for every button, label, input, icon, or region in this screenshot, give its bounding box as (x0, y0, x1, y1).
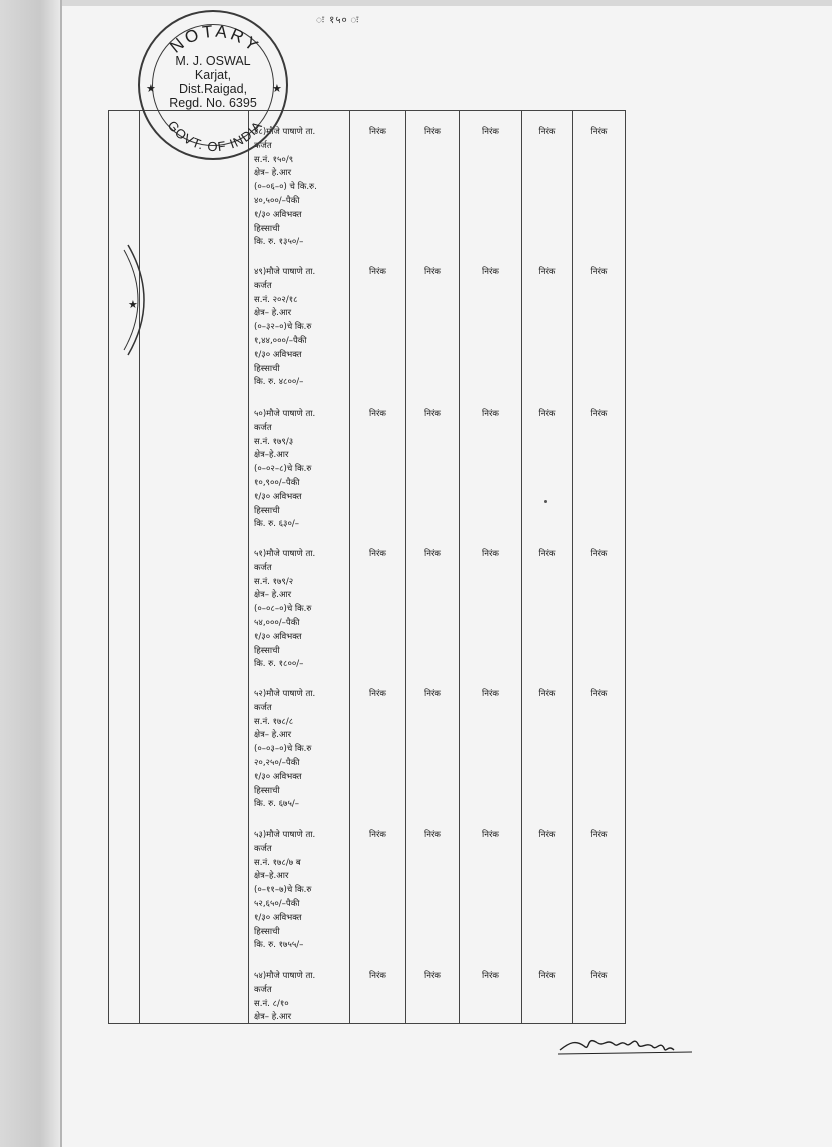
property-entry-line: १/३० अविभक्त (254, 349, 302, 360)
property-entry-line: कर्जत (254, 702, 272, 713)
notary-name: M. J. OSWAL (175, 54, 251, 68)
nil-value: निरंक (538, 409, 556, 419)
notary-stamp-bottom-text: GOVT. OF INDIA (164, 117, 266, 155)
property-entry-line: स.नं. १७८/८ (254, 716, 294, 727)
property-entry-line: स.नं. १७८/७ ब (254, 857, 301, 868)
nil-value: निरंक (538, 127, 556, 137)
property-entry-line: स.नं. १७९/३ (254, 436, 294, 447)
nil-value: निरंक (424, 689, 441, 699)
property-entry-line: क्षेत्र– हे.आर (254, 168, 292, 179)
property-entry-line: हिस्साची (254, 785, 280, 796)
property-entry-line: हिस्साची (254, 223, 280, 234)
nil-value: निरंक (482, 127, 499, 137)
property-entry-line: हिस्साची (254, 926, 280, 937)
nil-column-5 (573, 111, 626, 1024)
binding-edge (60, 0, 62, 1147)
star-icon: ★ (128, 298, 138, 311)
property-entry-line: क्षेत्र– हे.आर (254, 1012, 292, 1023)
page-number: ः १५० ः (316, 15, 360, 26)
property-entry (254, 970, 349, 1025)
nil-column-4 (522, 111, 573, 1024)
property-entry-line: हिस्साची (254, 505, 280, 516)
property-entry-line: कर्जत (254, 562, 272, 573)
property-entry-line: ५४,०००/–पैकी (254, 617, 300, 628)
scan-speck (544, 500, 547, 503)
nil-value: निरंक (590, 267, 608, 277)
nil-value: निरंक (369, 267, 386, 277)
nil-value: निरंक (590, 830, 608, 840)
property-entry-line: ५०)मौजे पाषाणे ता. (254, 409, 316, 419)
property-entry-line: (०–०८–०)चे कि.रु (254, 604, 312, 615)
nil-value: निरंक (424, 267, 441, 277)
nil-value: निरंक (424, 127, 441, 137)
nil-value: निरंक (424, 409, 441, 419)
property-entry-line: ५४)मौजे पाषाणे ता. (254, 971, 316, 981)
property-entry-line: ५३)मौजे पाषाणे ता. (254, 830, 316, 840)
nil-column-2 (406, 111, 460, 1024)
signature (556, 1030, 696, 1060)
nil-value: निरंक (590, 689, 608, 699)
nil-value: निरंक (538, 971, 556, 981)
property-entry-line: कर्जत (254, 984, 272, 995)
property-entry-line: क्षेत्र–हे.आर (254, 450, 289, 461)
property-entry-line: कि. रु. १७५५/– (254, 940, 304, 951)
property-entry-line: क्षेत्र– हे.आर (254, 308, 292, 319)
property-entry-line: कर्जत (254, 422, 272, 433)
nil-value: निरंक (538, 689, 556, 699)
property-entry-line: ४०,५००/–पैकी (254, 195, 300, 206)
property-entry-line: १/३० अविभक्त (254, 631, 302, 642)
property-entry-line: स.नं. ८/१० (254, 998, 289, 1009)
nil-value: निरंक (590, 127, 608, 137)
nil-value: निरंक (482, 267, 499, 277)
property-entry-line: कि. रु. १८००/– (254, 659, 304, 670)
property-entry-line: कर्जत (254, 843, 272, 854)
nil-column-1 (350, 111, 406, 1024)
property-entry (254, 408, 349, 532)
property-entry-line: क्षेत्र– हे.आर (254, 590, 292, 601)
partial-stamp-arc (118, 240, 158, 360)
property-entry-line: कि. रु. १३५०/– (254, 237, 304, 248)
property-entry-line: कर्जत (254, 140, 272, 151)
nil-value: निरंक (482, 971, 499, 981)
property-entry-line: १/३० अविभक्त (254, 491, 302, 502)
notary-stamp (138, 10, 288, 160)
property-entry-line: स.नं. २०२/१८ (254, 294, 298, 305)
nil-value: निरंक (482, 409, 499, 419)
property-entry-line: ५२,६५०/–पैकी (254, 898, 300, 909)
notary-town: Karjat, (194, 68, 232, 82)
nil-value: निरंक (369, 830, 386, 840)
property-entry-line: कि. रु. ६३०/– (254, 519, 299, 530)
nil-value: निरंक (482, 549, 499, 559)
property-entry-line: स.नं. १५०/९ (254, 154, 294, 165)
nil-value: निरंक (482, 830, 499, 840)
star-icon: ★ (146, 82, 156, 95)
nil-value: निरंक (424, 971, 441, 981)
property-entry-line: १/३० अविभक्त (254, 912, 302, 923)
property-entry-line: (०–०३–०)चे कि.रु (254, 744, 312, 755)
property-entry-line: स.नं. १७९/२ (254, 576, 294, 587)
property-entry-line: ५२)मौजे पाषाणे ता. (254, 689, 316, 699)
nil-value: निरंक (482, 689, 499, 699)
binding-shadow (0, 0, 62, 1147)
property-entry-line: १/३० अविभक्त (254, 771, 302, 782)
property-entry-line: १/३० अविभक्त (254, 209, 302, 220)
property-entry-line: हिस्साची (254, 645, 280, 656)
property-entry (254, 688, 349, 812)
property-entry-line: (०–११–७)चे कि.रु (254, 885, 312, 896)
property-entry-line: क्षेत्र–हे.आर (254, 871, 289, 882)
nil-column-3 (460, 111, 522, 1024)
nil-value: निरंक (538, 830, 556, 840)
property-entry-line: १०,९००/–पैकी (254, 477, 300, 488)
nil-value: निरंक (369, 689, 386, 699)
property-entry-line: २०,२५०/–पैकी (254, 757, 300, 768)
table-row (109, 111, 626, 1024)
property-entry-line: (०–०२–८)चे कि.रु (254, 464, 312, 475)
nil-value: निरंक (424, 830, 441, 840)
property-description-column (249, 111, 350, 1024)
property-entry-line: ४९)मौजे पाषाणे ता. (254, 267, 316, 277)
scan-top-band (62, 0, 832, 6)
property-entry-line: (०–३२–०)चे कि.रु (254, 322, 312, 333)
nil-value: निरंक (590, 971, 608, 981)
property-entry-line: ५१)मौजे पाषाणे ता. (254, 549, 316, 559)
nil-value: निरंक (538, 267, 556, 277)
property-entry (254, 829, 349, 953)
property-entry-line: १,४४,०००/–पैकी (254, 335, 307, 346)
property-entry-line: ४८)मौजे पाषाणे ता. (254, 127, 316, 137)
nil-value: निरंक (369, 409, 386, 419)
nil-value: निरंक (538, 549, 556, 559)
nil-value: निरंक (369, 549, 386, 559)
property-entry-line: कि. रु. ६७५/– (254, 799, 299, 810)
nil-value: निरंक (590, 549, 608, 559)
nil-value: निरंक (369, 971, 386, 981)
notary-district: Dist.Raigad, (178, 82, 248, 96)
property-entry-line: कर्जत (254, 280, 272, 291)
nil-value: निरंक (369, 127, 386, 137)
property-entry-line: (०–०६–०) चे कि.रु. (254, 182, 317, 193)
nil-value: निरंक (590, 409, 608, 419)
property-entry-line: क्षेत्र– हे.आर (254, 730, 292, 741)
property-entry (254, 548, 349, 672)
property-entry-line: कि. रु. ४८००/– (254, 377, 304, 388)
property-entry-line: हिस्साची (254, 363, 280, 374)
svg-text:GOVT. OF INDIA (165, 118, 266, 154)
nil-value: निरंक (424, 549, 441, 559)
star-icon: ★ (272, 82, 282, 95)
property-entry (254, 266, 349, 390)
property-table (108, 110, 626, 1024)
notary-stamp-top-text: NOTARY (166, 21, 264, 57)
notary-registration: Regd. No. 6395 (169, 96, 257, 110)
svg-text:NOTARY (166, 22, 263, 57)
